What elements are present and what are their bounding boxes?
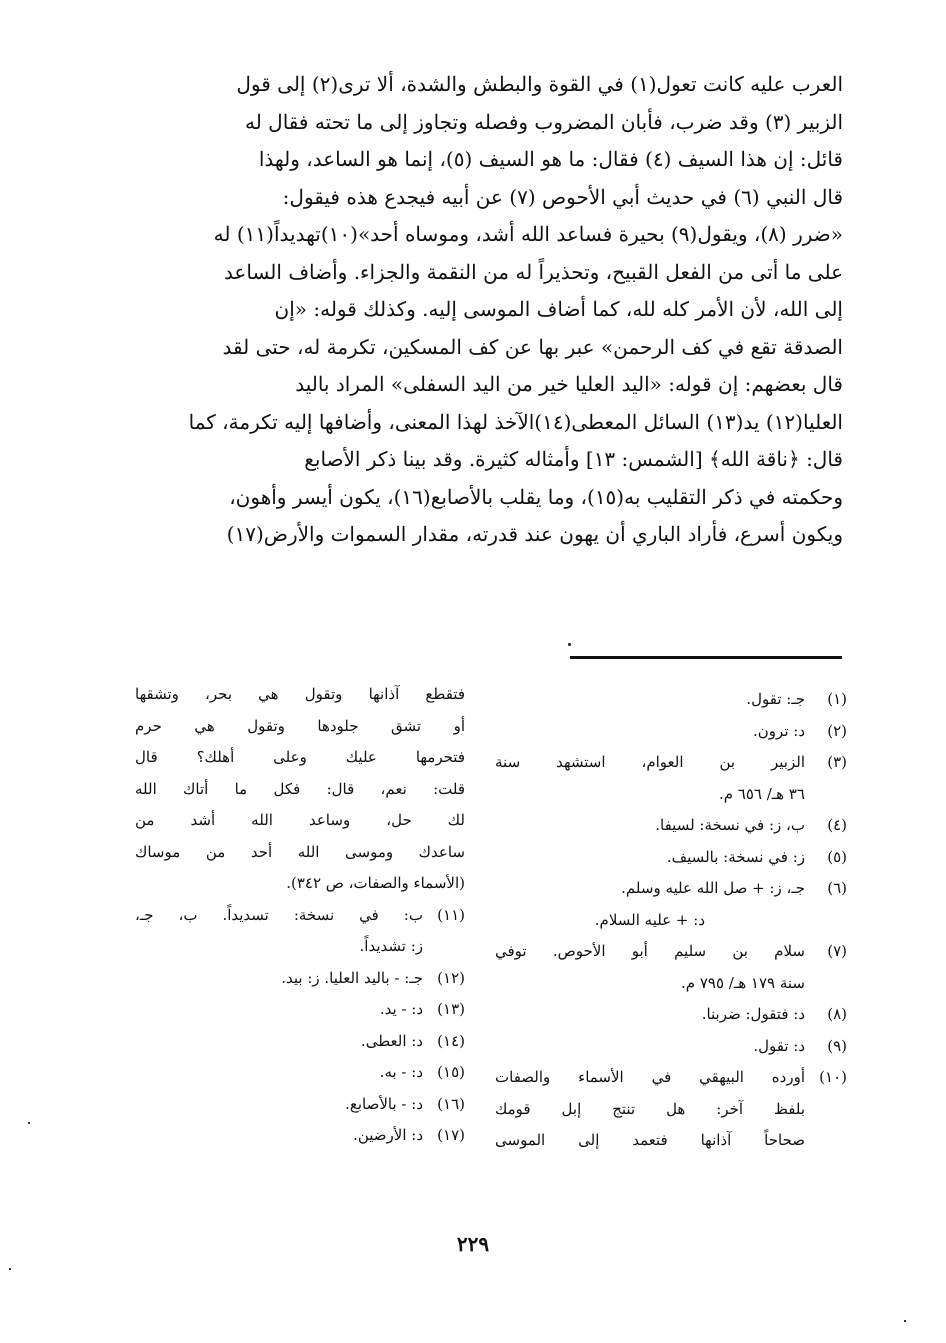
footnote-text: ٣٦ هـ/ ٦٥٦ م. [718, 784, 805, 803]
footnote [135, 900, 465, 963]
footnote-text: د: تقول. [753, 1036, 805, 1055]
footnote-text: د: ترون. [753, 721, 805, 740]
footnote-number: (٥) [827, 847, 847, 866]
footnote [135, 1120, 465, 1152]
body-line: العليا(١٢) يد(١٣) السائل المعطى(١٤)الآخذ لهذا المعنى، وأضافها إليه تكرمة، كما [188, 409, 843, 434]
footnote-number: (١٣) [437, 1000, 465, 1018]
scan-speck [904, 1320, 906, 1322]
footnote-number: (١٦) [437, 1094, 465, 1113]
footnote-text: قلت: نعم، قال: فكل ما أتاك الله [135, 779, 465, 798]
footnote-number: (١١) [437, 905, 465, 924]
footnote-text: لك حل، وساعد الله أشد من [135, 811, 465, 829]
footnote [135, 1026, 465, 1058]
footnote-number: (١) [827, 690, 847, 708]
footnote-number: (٩) [827, 1036, 847, 1055]
footnote [495, 1062, 847, 1157]
footnote-number: (٦) [827, 879, 847, 897]
body-line: العرب عليه كانت تعول(١) في القوة والبطش والشدة، ألا ترى(٢) إلى قول [236, 72, 843, 96]
footnote-text: ب: في نسخة: تسديداً. ب، جـ، [135, 905, 423, 924]
footnote-text: ب، ز: في نسخة: لسيفا. [655, 816, 805, 834]
footnote-text: أو تشق جلودها وتقول هي حرم [135, 716, 465, 735]
stray-dot [568, 643, 571, 646]
body-line: على ما أتى من الفعل القبيح، وتحذيراً له من النقمة والجزاء. وأضاف الساعد [223, 259, 843, 284]
footnote-text: د: فتقول: ضربنا. [701, 1005, 805, 1023]
footnote-text: سلام بن سليم أبو الأحوص. توفي [495, 942, 805, 960]
footnote [495, 810, 847, 842]
footnote [495, 716, 847, 748]
footnote-number: (١٥) [437, 1063, 465, 1081]
footnote-number: (٧) [827, 942, 847, 960]
footnote [495, 873, 847, 936]
footnote-text: ز: في نسخة: بالسيف. [666, 847, 805, 866]
body-line: «ضرر (٨)، ويقول(٩) بحيرة فساعد الله أشد، وموساه أحد»(١٠)تهديداً(١١) له [213, 222, 843, 246]
scan-speck [9, 1268, 11, 1270]
footnote-separator [570, 656, 842, 659]
footnote [495, 999, 847, 1031]
footnote-text: ساعدك وموسى الله أحد من موساك [135, 842, 465, 861]
footnote-text: الزبير بن العوام، استشهد سنة [495, 753, 805, 771]
page-number: ٢٢٩ [456, 1232, 490, 1256]
footnote-number: (٤) [827, 816, 847, 834]
footnote [495, 1031, 847, 1063]
body-line: إلى الله، لأن الأمر كله لله، كما أضاف الموسى إليه. وكذلك قوله: «إن [274, 297, 843, 321]
body-line: الزبير (٣) وقد ضرب، فأبان المضروب وفصله وتجاوز إلى ما تحته فقال له [245, 109, 843, 134]
footnote-number: (١٤) [437, 1031, 465, 1050]
body-line: قال: ﴿ناقة الله﴾ [الشمس: ١٣] وأمثاله كثيرة. وقد بينا ذكر الأصابع [304, 447, 843, 471]
footnote [135, 1089, 465, 1121]
footnote-number: (١٧) [437, 1126, 465, 1144]
footnote [495, 936, 847, 999]
footnote-text: د: - به. [379, 1063, 423, 1081]
footnote-text: د: - بالأصابع. [345, 1094, 423, 1113]
footnote-number: (٨) [827, 1005, 847, 1023]
footnote-text: بلفظ آخر: هل تنتج إبل قومك [495, 1099, 805, 1118]
footnotes-right-column [495, 684, 847, 1157]
footnote-continuation [135, 679, 465, 900]
scan-speck [28, 1122, 30, 1124]
body-line: قال النبي (٦) في حديث أبي الأحوص (٧) عن أبيه فيجدع هذه فيقول: [282, 184, 843, 209]
footnote-text: جـ: - باليد العليا. ز: بيد. [281, 968, 423, 987]
footnote [135, 994, 465, 1026]
footnote-number: (١٢) [437, 968, 465, 987]
body-line: قائل: إن هذا السيف (٤) فقال: ما هو السيف (٥)، إنما هو الساعد، ولهذا [258, 147, 843, 171]
footnote [495, 684, 847, 716]
footnote-text: صحاحاً آذانها فتعمد إلى الموسى [495, 1131, 805, 1149]
footnote-text: د: - يد. [379, 1000, 423, 1018]
footnote [135, 1057, 465, 1089]
main-body-text [135, 66, 843, 554]
footnote-text: د: + عليه السلام. [594, 910, 705, 929]
footnote-text: فتقطع آذانها وتقول هي بحر، وتشقها [135, 685, 465, 703]
footnote-text: جـ، ز: + صل الله عليه وسلم. [621, 879, 805, 897]
footnote-number: (١٠) [819, 1068, 847, 1086]
footnote [495, 842, 847, 874]
footnote-text: سنة ١٧٩ هـ/ ٧٩٥ م. [681, 973, 805, 992]
body-line: قال بعضهم: إن قوله: «اليد العليا خير من اليد السفلى» المراد باليد [295, 372, 843, 396]
footnote [495, 747, 847, 810]
footnote-number: (٣) [827, 753, 847, 771]
footnote-text: فتحرمها عليك وعلى أهلك؟ قال [135, 748, 465, 766]
body-line: الصدقة تقع في كف الرحمن» عبر بها عن كف المسكين، تكرمة له، حتى لقد [222, 334, 843, 359]
footnote-text: د: العطى. [360, 1031, 423, 1050]
footnote-number: (٢) [827, 721, 847, 740]
footnote-text: ز: تشديداً. [359, 937, 423, 955]
footnote-text: جـ: تقول. [746, 690, 805, 708]
footnote-text: أورده البيهقي في الأسماء والصفات [495, 1068, 805, 1086]
footnote-text: د: الأرضين. [353, 1126, 423, 1144]
body-line: وحكمته في ذكر التقليب به(١٥)، وما يقلب بالأصابع(١٦)، يكون أيسر وأهون، [229, 484, 843, 509]
body-line: ويكون أسرع، فأراد الباري أن يهون عند قدرته، مقدار السموات والأرض(١٧) [226, 522, 843, 546]
footnote-text: (الأسماء والصفات، ص ٣٤٢). [286, 874, 465, 892]
footnote [135, 963, 465, 995]
footnotes-left-column [135, 679, 465, 1152]
